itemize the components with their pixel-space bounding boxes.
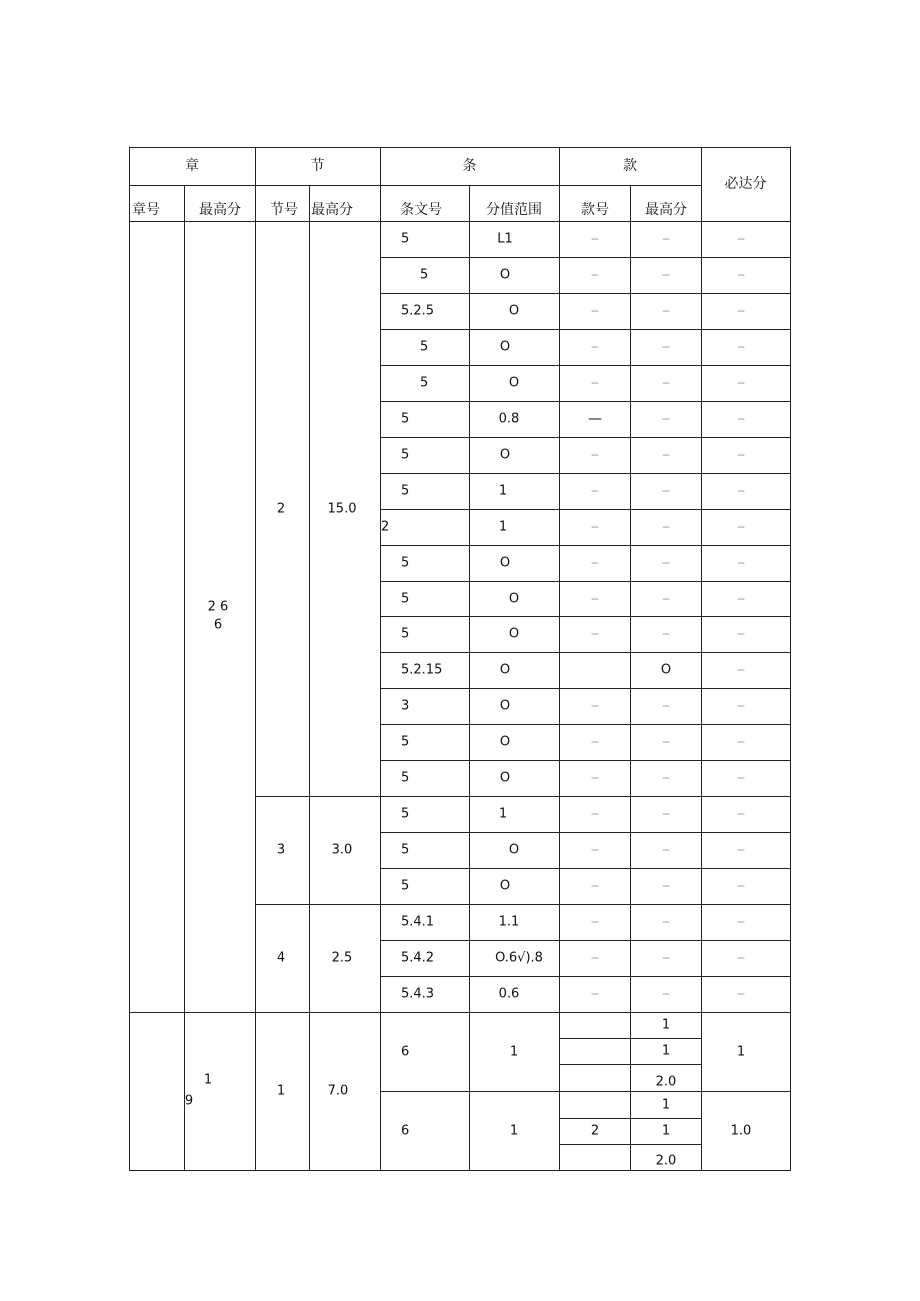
clause-max: − <box>661 987 671 1001</box>
header-chapter-max: 最高分 <box>199 202 241 218</box>
section-max-score: 3.0 <box>331 842 353 858</box>
required-score: − <box>736 304 746 318</box>
table-left-rule <box>129 147 130 1171</box>
clause-no: − <box>590 843 600 857</box>
clause-no: − <box>590 520 600 534</box>
score-range: O <box>508 303 520 319</box>
chapter-max-score-line2: 9 <box>184 1093 194 1109</box>
article-no: 5 <box>401 411 410 427</box>
required-score: − <box>736 879 746 893</box>
header-mid-rule <box>129 185 702 186</box>
article-no: 5 <box>401 231 410 247</box>
clause-no: − <box>590 484 600 498</box>
article-no: 5 <box>401 806 410 822</box>
row-rule <box>380 293 791 294</box>
required-score: 1.0 <box>730 1123 752 1138</box>
section-no: 2 <box>276 501 286 516</box>
row-rule <box>380 473 791 474</box>
header-article-no: 条文号 <box>400 202 442 218</box>
row-rule <box>380 257 791 258</box>
required-score: − <box>736 807 746 821</box>
header-article: 条 <box>462 158 477 174</box>
clause-max: 1 <box>661 1123 671 1139</box>
clause-no: − <box>590 807 600 821</box>
header-clause-no: 款号 <box>581 202 609 218</box>
clause-max: − <box>661 232 671 246</box>
clause-no: — <box>588 411 602 427</box>
article-no: 5.4.1 <box>401 914 435 930</box>
col-rule <box>184 185 185 1171</box>
required-score: − <box>736 771 746 785</box>
section-rule <box>255 796 791 797</box>
clause-max: 2.0 <box>655 1153 677 1169</box>
required-score: − <box>736 915 746 929</box>
required-score: − <box>736 987 746 1001</box>
score-range: 1 <box>498 483 508 499</box>
header-section: 节 <box>310 158 325 174</box>
clause-max: − <box>661 592 671 606</box>
clause-no: − <box>590 915 600 929</box>
row-rule <box>380 616 791 617</box>
row-rule <box>380 940 791 941</box>
clause-max: − <box>661 448 671 462</box>
clause-no: − <box>590 232 600 246</box>
article-no: 5 <box>401 591 410 607</box>
required-score: − <box>736 484 746 498</box>
clause-no: − <box>590 987 600 1001</box>
clause-max: 1 <box>661 1043 671 1059</box>
required-score: − <box>736 232 746 246</box>
clause-no: − <box>590 304 600 318</box>
header-required-score: 必达分 <box>724 176 767 192</box>
required-score: 1 <box>736 1044 746 1059</box>
clause-max: 1 <box>661 1097 671 1112</box>
article-no: 3 <box>401 698 410 714</box>
clause-max: − <box>661 951 671 965</box>
clause-max: − <box>661 699 671 713</box>
required-score: − <box>736 735 746 749</box>
required-score: − <box>736 340 746 354</box>
article-no: 5 <box>401 483 410 499</box>
section-max-score: 2.5 <box>331 950 353 966</box>
header-clause-max: 最高分 <box>645 202 687 218</box>
article-no: 5 <box>401 878 410 894</box>
required-score: − <box>736 412 746 426</box>
clause-no: 2 <box>590 1123 600 1139</box>
row-rule <box>129 221 791 222</box>
article-no: 5.4.2 <box>401 950 435 966</box>
table-top-rule <box>129 147 791 148</box>
col-rule <box>630 185 631 1171</box>
required-score: − <box>736 448 746 462</box>
section-no: 4 <box>276 950 286 966</box>
section-no: 1 <box>276 1083 286 1099</box>
clause-no: − <box>590 735 600 749</box>
required-score: − <box>736 592 746 606</box>
row-rule <box>380 832 791 833</box>
clause-max: − <box>661 843 671 857</box>
clause-max: − <box>661 484 671 498</box>
clause-max: − <box>661 627 671 641</box>
clause-no: − <box>590 376 600 390</box>
score-range: O <box>499 734 511 750</box>
clause-no: − <box>590 556 600 570</box>
clause-max: O <box>660 662 672 678</box>
clause-max: − <box>661 340 671 354</box>
col-rule <box>469 185 470 1171</box>
article-no: 6 <box>401 1044 410 1059</box>
article-no: 5.2.15 <box>401 662 443 678</box>
clause-max: − <box>661 412 671 426</box>
score-range: O <box>508 842 520 858</box>
required-score: − <box>736 663 746 677</box>
clause-max: − <box>661 376 671 390</box>
header-score-range: 分值范围 <box>486 202 542 218</box>
score-range: O <box>499 698 511 714</box>
clause-max: − <box>661 879 671 893</box>
required-score: − <box>736 376 746 390</box>
article-no: 5 <box>401 734 410 750</box>
row-rule <box>380 976 791 977</box>
row-rule <box>380 868 791 869</box>
header-clause: 款 <box>623 158 637 174</box>
score-range: L1 <box>497 231 513 247</box>
article-no: 5 <box>401 842 410 858</box>
score-range: O <box>499 878 511 894</box>
score-range: O <box>499 770 511 786</box>
clause-max: 1 <box>661 1017 671 1033</box>
score-range: O <box>499 662 511 678</box>
header-section-no: 节号 <box>270 202 298 218</box>
score-range: 0.8 <box>498 411 520 427</box>
article-no: 5.4.3 <box>401 986 435 1002</box>
clause-max: − <box>661 268 671 282</box>
clause-no: − <box>590 699 600 713</box>
clause-no: − <box>590 951 600 965</box>
article-no: 5.2.5 <box>401 303 435 319</box>
section-rule <box>255 904 791 905</box>
clause-max: − <box>661 304 671 318</box>
score-range: 0.6 <box>498 986 520 1002</box>
clause-no: − <box>590 340 600 354</box>
row-rule <box>380 509 791 510</box>
required-score: − <box>736 699 746 713</box>
required-score: − <box>736 556 746 570</box>
required-score: − <box>736 520 746 534</box>
article-no: 5 <box>401 626 410 642</box>
clause-no: − <box>590 268 600 282</box>
article-no: 6 <box>401 1123 410 1138</box>
score-range: 1 <box>509 1123 519 1138</box>
score-range: O <box>508 591 520 607</box>
score-range: O <box>499 555 511 571</box>
score-range: 1 <box>498 519 508 535</box>
col-rule <box>309 185 310 1171</box>
article-no: 5 <box>401 770 410 786</box>
clause-max: − <box>661 520 671 534</box>
required-score: − <box>736 627 746 641</box>
row-rule <box>380 545 791 546</box>
table-bottom-rule <box>129 1170 791 1171</box>
article-no: 5 <box>420 375 429 391</box>
row-rule <box>380 581 791 582</box>
score-range: 1.1 <box>498 914 520 930</box>
score-range: O <box>499 339 511 355</box>
col-rule <box>559 147 560 1171</box>
article-no: 2 <box>381 519 390 535</box>
clause-max: − <box>661 771 671 785</box>
score-range: O <box>508 626 520 642</box>
clause-max: − <box>661 556 671 570</box>
clause-max: − <box>661 915 671 929</box>
row-rule <box>380 760 791 761</box>
clause-max: 2.0 <box>655 1074 677 1089</box>
article-no: 5 <box>420 339 429 355</box>
section-no: 3 <box>276 842 286 858</box>
clause-no: − <box>590 771 600 785</box>
row-rule <box>380 652 791 653</box>
required-score: − <box>736 843 746 857</box>
col-rule <box>701 147 702 1171</box>
clause-max: − <box>661 807 671 821</box>
clause-no: − <box>590 627 600 641</box>
row-rule <box>380 365 791 366</box>
score-range: 1 <box>509 1044 519 1059</box>
chapter-max-score-line1: 2 6 <box>207 599 229 615</box>
header-chapter-no: 章号 <box>132 202 160 218</box>
required-score: − <box>736 268 746 282</box>
score-range: 1 <box>498 806 508 822</box>
col-rule <box>380 147 381 1171</box>
header-section-max: 最高分 <box>311 202 353 218</box>
clause-no: − <box>590 592 600 606</box>
clause-no: − <box>590 448 600 462</box>
score-range: O <box>499 267 511 283</box>
score-range: O.6√).8 <box>495 950 543 966</box>
col-rule <box>255 147 256 1171</box>
article-no: 5 <box>401 447 410 463</box>
clause-no: − <box>590 879 600 893</box>
score-range: O <box>499 447 511 463</box>
section-max-score: 7.0 <box>327 1083 349 1099</box>
row-rule <box>380 688 791 689</box>
chapter-max-score-line2: 6 <box>213 617 223 633</box>
required-score: − <box>736 951 746 965</box>
row-rule <box>380 724 791 725</box>
article-no: 5 <box>420 267 429 283</box>
score-range: O <box>508 375 520 391</box>
header-chapter: 章 <box>185 158 199 174</box>
clause-max: − <box>661 735 671 749</box>
row-rule <box>380 401 791 402</box>
article-no: 5 <box>401 555 410 571</box>
section-max-score: 15.0 <box>327 501 357 516</box>
chapter-max-score-line1: 1 <box>203 1072 213 1088</box>
article-rule <box>380 1091 791 1092</box>
row-rule <box>380 437 791 438</box>
row-rule <box>129 1012 791 1013</box>
row-rule <box>380 329 791 330</box>
table-right-rule <box>790 147 791 1171</box>
